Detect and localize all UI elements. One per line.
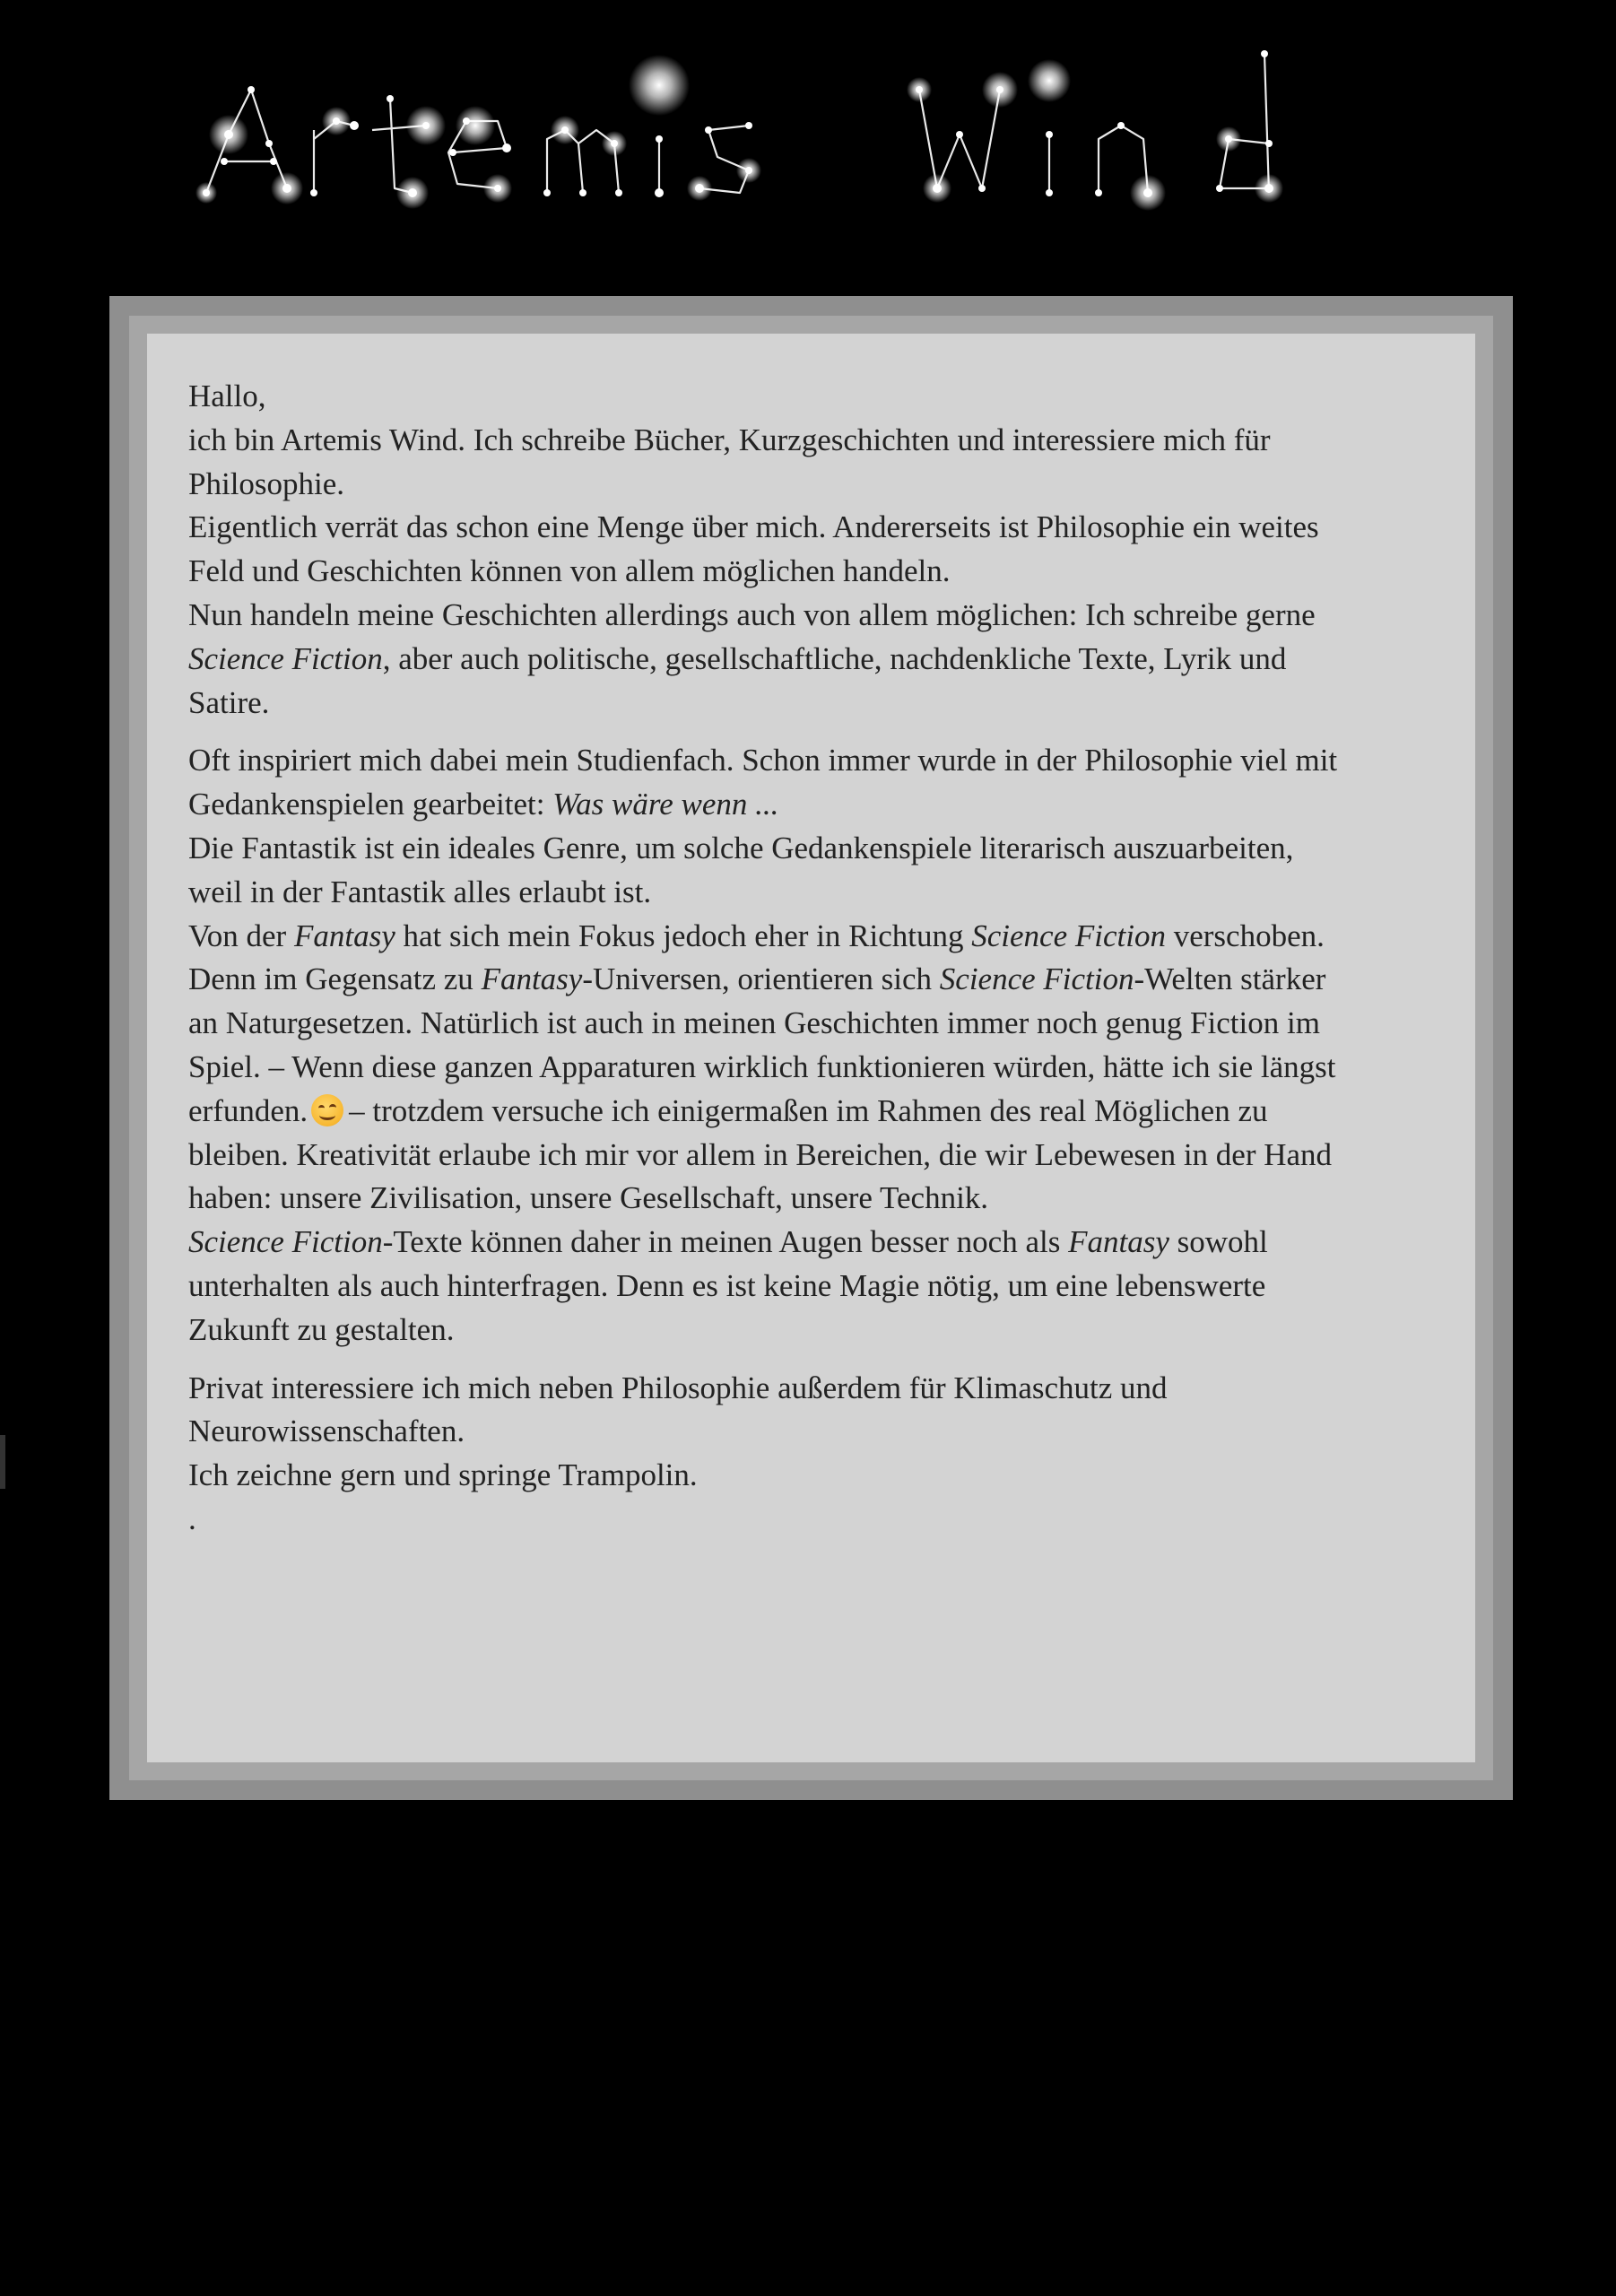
smiling-face-icon bbox=[311, 1094, 343, 1126]
content-frame bbox=[109, 296, 1513, 1800]
text-line: Zukunft zu gestalten. bbox=[188, 1311, 455, 1347]
text-line: bleiben. Kreativität erlaube ich mir vor allem in Bereichen, die wir Lebewesen in der Hand bbox=[188, 1136, 1333, 1172]
text-line: . bbox=[188, 1500, 196, 1536]
content-panel bbox=[147, 334, 1475, 1762]
text-line: Nun handeln meine Geschichten allerdings auch von allem möglichen: Ich schreibe gerne bbox=[188, 596, 1316, 632]
text-line: Philosophie. bbox=[188, 465, 345, 501]
edge-marker bbox=[0, 1435, 5, 1489]
text-segment: erfunden. bbox=[188, 1092, 308, 1128]
text-line: an Naturgesetzen. Natürlich ist auch in meinen Geschichten immer noch genug Fiction im bbox=[188, 1005, 1320, 1041]
italic-term: Science Fiction bbox=[188, 640, 383, 676]
about-text bbox=[188, 375, 1462, 1556]
text-line: Ich zeichne gern und springe Trampolin. bbox=[188, 1457, 698, 1493]
text-line bbox=[188, 915, 1462, 959]
text-line: Feld und Geschichten können von allem möglichen handeln. bbox=[188, 553, 951, 589]
text-line bbox=[188, 638, 1462, 682]
italic-term: Science Fiction bbox=[188, 1224, 383, 1260]
text-segment: Denn im Gegensatz zu bbox=[188, 961, 482, 997]
text-segment: – trotzdem versuche ich einigermaßen im Rahmen des real Möglichen zu bbox=[349, 1092, 1268, 1128]
text-line: Hallo, bbox=[188, 378, 266, 413]
text-line: Privat interessiere ich mich neben Philosophie außerdem für Klimaschutz und bbox=[188, 1370, 1168, 1405]
italic-term: Was wäre wenn ... bbox=[552, 787, 779, 822]
site-logo bbox=[188, 36, 1444, 242]
text-segment: sowohl bbox=[1169, 1224, 1268, 1260]
text-segment: -Texte können daher in meinen Augen besser noch als bbox=[382, 1224, 1069, 1260]
text-segment: Von der bbox=[188, 918, 294, 953]
text-line bbox=[188, 1221, 1462, 1265]
italic-term: Fantasy bbox=[1068, 1224, 1169, 1260]
paragraph-private bbox=[188, 1367, 1462, 1542]
text-line bbox=[188, 1090, 1462, 1134]
text-line: Eigentlich verrät das schon eine Menge über mich. Andererseits ist Philosophie ein weites bbox=[188, 509, 1319, 545]
constellation-logo-graphic bbox=[188, 36, 1444, 242]
paragraph-intro bbox=[188, 375, 1462, 725]
text-line: weil in der Fantastik alles erlaubt ist. bbox=[188, 874, 652, 909]
text-segment: -Universen, orientieren sich bbox=[582, 961, 940, 997]
text-segment: , aber auch politische, gesellschaftliche, nachdenkliche Texte, Lyrik und bbox=[382, 640, 1287, 676]
text-line: ich bin Artemis Wind. Ich schreibe Bücher, Kurzgeschichten und interessiere mich für bbox=[188, 422, 1271, 457]
text-segment: Gedankenspielen gearbeitet: bbox=[188, 787, 553, 822]
text-line: Die Fantastik ist ein ideales Genre, um solche Gedankenspiele literarisch auszuarbeiten, bbox=[188, 830, 1294, 865]
text-line bbox=[188, 958, 1462, 1002]
paragraph-inspiration bbox=[188, 739, 1462, 1352]
italic-term: Fantasy bbox=[481, 961, 583, 997]
content-frame-inner bbox=[129, 316, 1493, 1780]
text-segment: verschoben. bbox=[1165, 918, 1325, 953]
text-line: Satire. bbox=[188, 684, 270, 720]
text-line: Oft inspiriert mich dabei mein Studienfach. Schon immer wurde in der Philosophie viel mit bbox=[188, 743, 1338, 778]
text-line bbox=[188, 783, 1462, 827]
text-line: haben: unsere Zivilisation, unsere Gesellschaft, unsere Technik. bbox=[188, 1180, 989, 1216]
italic-term: Fantasy bbox=[293, 918, 395, 953]
text-line: Spiel. – Wenn diese ganzen Apparaturen wirklich funktionieren würden, hätte ich sie längst bbox=[188, 1048, 1336, 1084]
italic-term: Science Fiction bbox=[971, 918, 1166, 953]
text-line: Neurowissenschaften. bbox=[188, 1413, 465, 1449]
italic-term: Science Fiction bbox=[939, 961, 1134, 997]
text-line: unterhalten als auch hinterfragen. Denn es ist keine Magie nötig, um eine lebenswerte bbox=[188, 1267, 1266, 1303]
text-segment: hat sich mein Fokus jedoch eher in Richtung bbox=[395, 918, 972, 953]
text-segment: -Welten stärker bbox=[1134, 961, 1326, 997]
